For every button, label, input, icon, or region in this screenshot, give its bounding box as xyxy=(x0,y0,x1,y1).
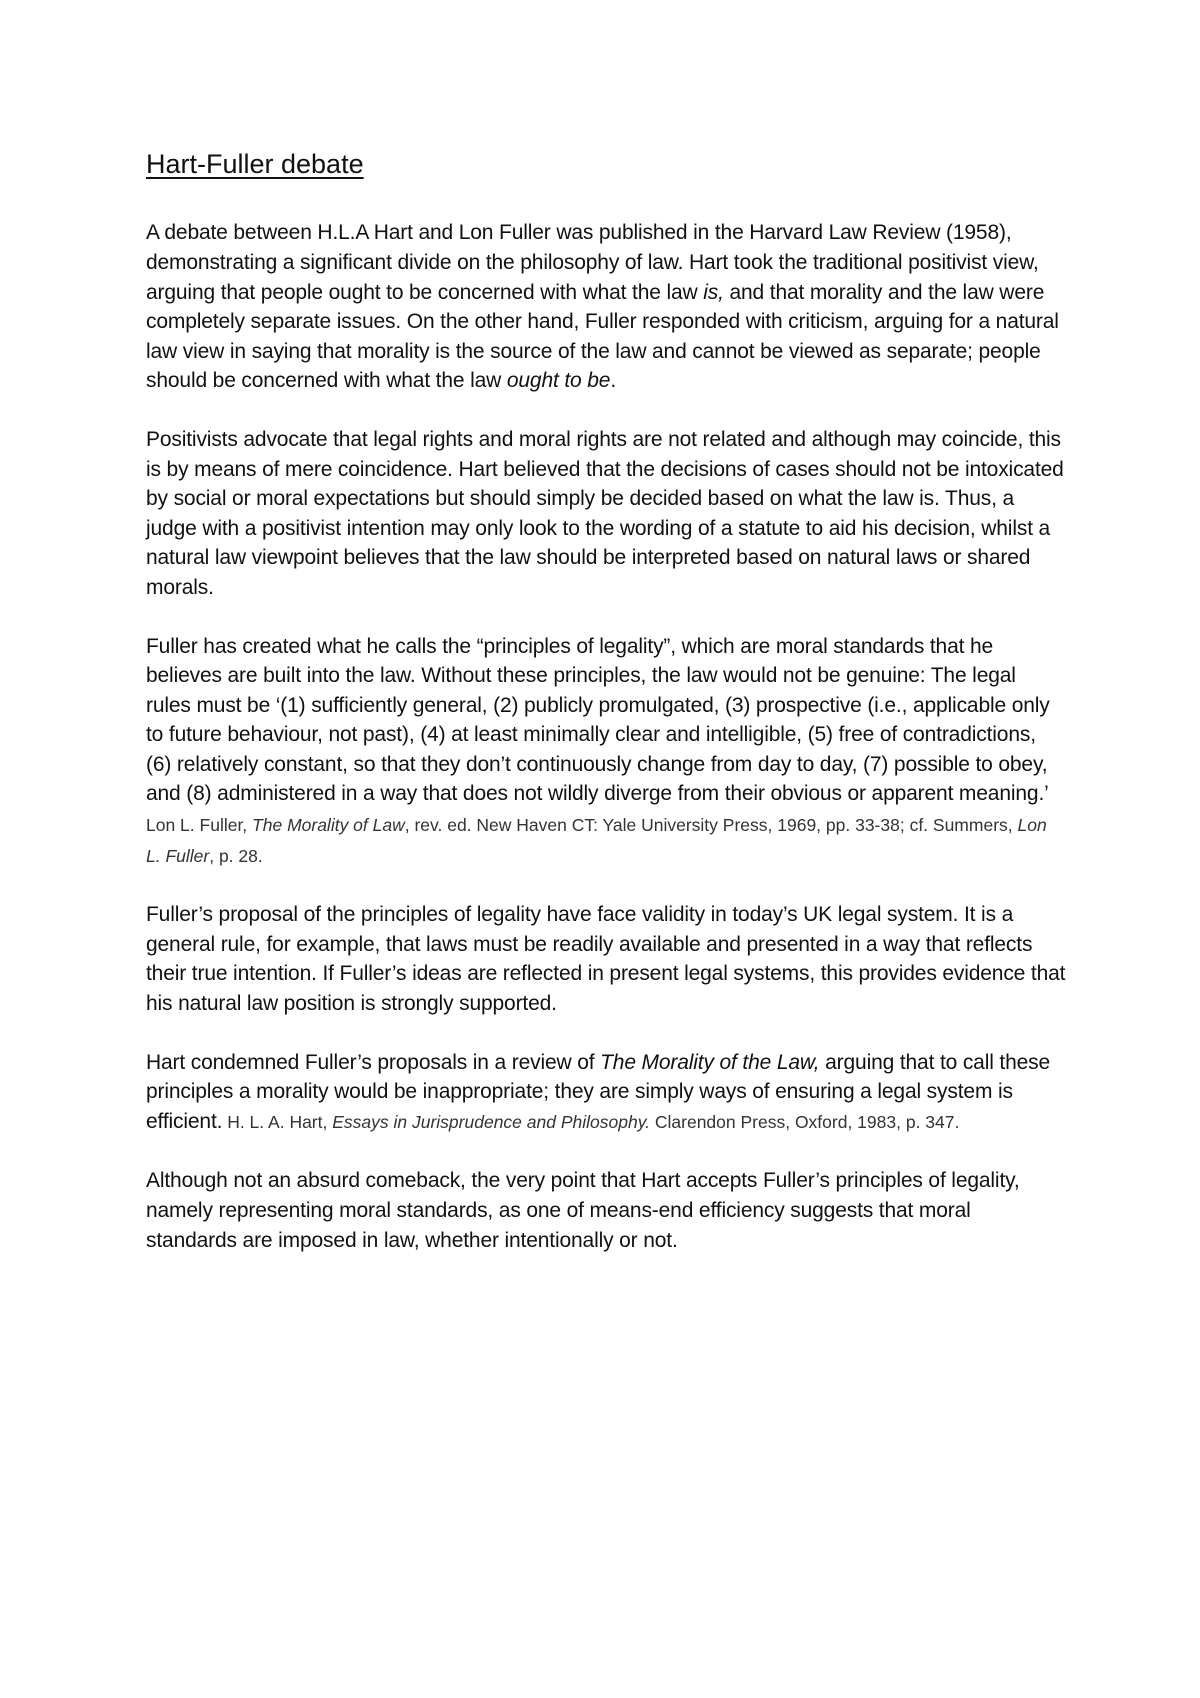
citation-hart-title: Essays in Jurisprudence and Philosophy. xyxy=(332,1111,651,1132)
citation-hart-text-2: Clarendon Press, Oxford, 1983, p. 347. xyxy=(650,1111,960,1132)
paragraph-hart-text-2: arguing that to call these principles a morality would be inappropriate; they are simply ways of ensuring a legal system is efficient. xyxy=(146,1050,1051,1133)
paragraph-intro xyxy=(146,218,1066,396)
document-title: Hart-Fuller debate xyxy=(146,149,364,179)
citation-fuller-title-2: Lon L. Fuller xyxy=(146,815,1047,866)
paragraph-intro-emphasis-2: ought to be xyxy=(506,369,611,393)
paragraph-principles-text: Fuller has created what he calls the “principles of legality”, which are moral standards that he believes are built into the law. Without these principles, the law would not be genuine: The legal rules must be ‘(1) sufficiently general, (2) publicly promulgated, (3) prospective (i.e., applicable only to future behaviour, not past), (4) at least minimally clear and intelligible, (5) free of contradictions, (6) relatively constant, so that they don’t continuously change from day to day, (7) possible to obey, and (8) administered in a way that does not wildly diverge from their obvious or apparent meaning.’ xyxy=(146,634,1050,806)
paragraph-intro-emphasis-1: is, xyxy=(703,280,724,304)
citation-fuller-text-2: , rev. ed. New Haven CT: Yale University Press, 1969, pp. 33-38; cf. Summers, xyxy=(404,815,1018,836)
citation-fuller-text-1: Lon L. Fuller, xyxy=(146,815,253,836)
document-page xyxy=(146,148,1066,1284)
citation-fuller xyxy=(146,815,1047,866)
paragraph-positivists: Positivists advocate that legal rights and moral rights are not related and although may coincide, this is by means of mere coincidence. Hart believed that the decisions of cases should not be intoxicated by social or moral expectations but should simply be decided based on what the law is. Thus, a judge with a positivist intention may only look to the wording of a statute to aid his decision, whilst a natural law viewpoint believes that the law should be interpreted based on natural laws or shared morals. xyxy=(146,427,1064,599)
citation-fuller-text-3: , p. 28. xyxy=(209,845,263,866)
citation-fuller-title-1: The Morality of Law xyxy=(252,815,405,836)
paragraph-hart-condemned xyxy=(146,1048,1066,1138)
paragraph-principles-of-legality xyxy=(146,632,1066,872)
paragraph-intro-text-2: and that morality and the law were completely separate issues. On the other hand, Fuller responded with criticism, arguing for a natural law view in saying that morality is the source of the law and cannot be viewed as separate; people should be concerned with what the law xyxy=(146,280,1059,393)
citation-hart xyxy=(222,1112,959,1132)
paragraph-hart-text-1: Hart condemned Fuller’s proposals in a review of xyxy=(146,1050,601,1074)
paragraph-hart-emphasis-1: The Morality of the Law, xyxy=(600,1050,820,1074)
paragraph-intro-text-1: A debate between H.L.A Hart and Lon Fuller was published in the Harvard Law Review (1958), demonstrating a significant divide on the philosophy of law. Hart took the traditional positivist view, arguing that people ought to be concerned with what the law xyxy=(146,221,1039,304)
citation-hart-text-1: H. L. A. Hart, xyxy=(222,1111,333,1132)
paragraph-conclusion: Although not an absurd comeback, the very point that Hart accepts Fuller’s principles of legality, namely representing moral standards, as one of means-end efficiency suggests that moral standards are imposed in law, whether intentionally or not. xyxy=(146,1169,1020,1252)
paragraph-intro-text-3: . xyxy=(610,369,616,393)
paragraph-face-validity: Fuller’s proposal of the principles of legality have face validity in today’s UK legal system. It is a general rule, for example, that laws must be readily available and presented in a way that reflects their true intention. If Fuller’s ideas are reflected in present legal systems, this provides evidence that his natural law position is strongly supported. xyxy=(146,903,1066,1016)
